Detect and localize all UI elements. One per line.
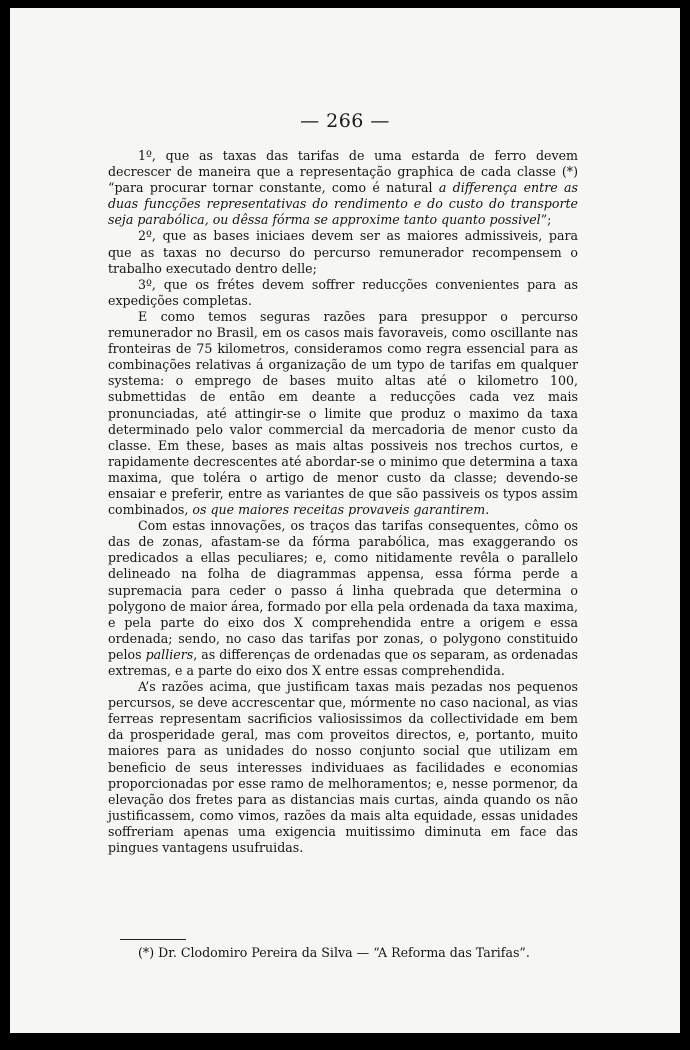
page-number: — 266 — [300, 110, 390, 132]
body-text [108, 148, 578, 856]
footnote: (*) Dr. Clodomiro Pereira da Silva — “A Reforma das Tarifas”. [138, 945, 530, 960]
footnote-divider [120, 939, 186, 940]
paragraph-4: E como temos seguras razões para presuppor o percurso remunerador no Brasil, em os casos mais favoraveis, como oscillante nas fronteiras de 75 kilometros, consideramos como regra essencial para as combinações relativas á organização de um typo de tarifas em qualquer systema: o emprego de bases muito altas até o kilometro 100, submettidas de então em deante a reducções cada vez mais pronunciadas, até attingir-se o limite que produz o maximo da taxa determinado pelo valor commercial da mercadoria de menor custo da classe. Em these, bases as mais altas possiveis nos trechos curtos, e rapidamente decrescentes até abordar-se o minimo que determina a taxa maxima, que toléra o artigo de menor custo da classe; devendo-se ensaiar e preferir, entre as variantes de que são passiveis os typos assim combinados, os que maiores receitas provaveis garantirem. [108, 308, 578, 518]
paragraph-5: Com estas innovações, os traços das tarifas consequentes, cômo os das de zonas, afastam-se da fórma parabólica, mas exaggerando os predicados a ellas peculiares; e, como nitidamente revêla o parallelo delineado na folha de diagrammas appensa, essa fórma perde a supremacia para ceder o passo á linha quebrada que determina o polygono de maior área, formado por ella pela ordenada da taxa maxima, e pela parte do eixo dos X comprehendida entre a origem e essa ordenada; sendo, no caso das tarifas por zonas, o polygono constituido pelos palliers, as differenças de ordenadas que os separam, as ordenadas extremas, e a parte do eixo dos X entre essas comprehendida. [108, 518, 579, 678]
paragraph-1: 1º, que as taxas das tarifas de uma estarda de ferro devem decrescer de maneira que a representação graphica de cada classe (*) “para procurar tornar constante, como é natural a differença entre as duas funcções representativas do rendimento e do custo do transporte seja parabólica, ou dêssa fórma se approxime tanto quanto possivel”; [108, 148, 578, 228]
paragraph-2: 2º, que as bases iniciaes devem ser as maiores admissiveis, para que as taxas no decurso do percurso remunerador recompensem o trabalho executado dentro delle; [108, 228, 578, 276]
paragraph-6: A’s razões acima, que justificam taxas mais pezadas nos pequenos percursos, se deve accrescentar que, mórmente no caso nacional, as vias ferreas representam sacrificios valiosissimos da collectividade em bem da prosperidade geral, mas com proveitos directos, e, portanto, muito maiores para as unidades do nosso conjunto social que utilizam em beneficio de seus interesses individuaes as facilidades e economias proporcionadas por esse ramo de melhoramentos; e, nesse pormenor, da elevação dos fretes para as distancias mais curtas, ainda quando os não justificassem, como vimos, razões da mais alta equidade, essas unidades soffreriam apenas uma exigencia muitissimo diminuta em face das pingues vantagens usufruidas. [108, 679, 578, 856]
paragraph-3: 3º, que os frétes devem soffrer reducções convenientes para as expedições completas. [108, 276, 578, 308]
book-page [10, 8, 680, 1033]
